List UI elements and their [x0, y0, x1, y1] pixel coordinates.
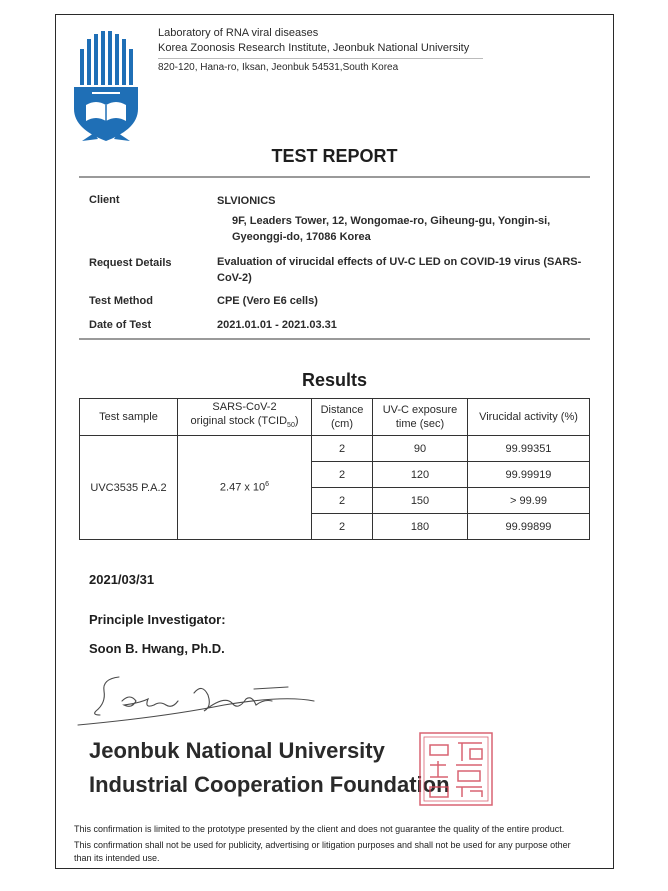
request-line1: Evaluation of virucidal effects of UV-C LED on COVID-19 virus (SARS- [217, 256, 582, 268]
header-stock-line2: original stock (TCID [190, 415, 288, 428]
activity-cell: 99.99351 [468, 436, 590, 462]
results-table [79, 398, 590, 540]
foundation-line1: Jeonbuk National University [89, 738, 385, 763]
client-address-line1: 9F, Leaders Tower, 12, Wongomae-ro, Giheung-gu, Yongin-si, [232, 215, 551, 227]
investigator-name: Soon B. Hwang, Ph.D. [89, 641, 225, 656]
activity-cell: > 99.99 [468, 488, 590, 514]
signature-icon [74, 665, 334, 730]
investigator-role: Principle Investigator: [89, 612, 226, 627]
footer-line3: than its intended use. [74, 853, 160, 863]
time-cell: 180 [373, 514, 468, 540]
header-divider [158, 58, 483, 59]
footer-line1: This confirmation is limited to the prototype presented by the client and does not guarantee the quality of the entire product. [74, 824, 565, 834]
header-stock-end: ) [294, 415, 299, 428]
client-name: SLVIONICS [217, 195, 276, 207]
header-exposure [373, 399, 468, 436]
header-sample: Test sample [80, 399, 178, 436]
foundation-line2: Industrial Cooperation Foundation [89, 772, 450, 797]
stock-base: 2.47 x 10 [219, 481, 266, 494]
method-value: CPE (Vero E6 cells) [217, 295, 318, 307]
header-distance [312, 399, 373, 436]
header-exposure-line1: UV-C exposure [382, 404, 458, 416]
header-stock-sub: 50 [287, 422, 295, 430]
time-cell: 90 [373, 436, 468, 462]
time-cell: 150 [373, 488, 468, 514]
details-divider [79, 338, 590, 340]
sample-cell: UVC3535 P.A.2 [80, 436, 178, 540]
activity-cell: 99.99919 [468, 462, 590, 488]
results-title: Results [301, 370, 368, 390]
table-header-row [80, 399, 590, 436]
request-label: Request Details [89, 257, 172, 269]
activity-cell: 99.99899 [468, 514, 590, 540]
lab-address: 820-120, Hana-ro, Iksan, Jeonbuk 54531,South Korea [158, 62, 399, 73]
signoff-date: 2021/03/31 [89, 572, 155, 587]
report-title: TEST REPORT [271, 146, 398, 166]
distance-cell: 2 [312, 462, 373, 488]
header-distance-line2: (cm) [331, 418, 353, 430]
lab-institute: Korea Zoonosis Research Institute, Jeonbuk National University [158, 42, 470, 54]
footer-line2: This confirmation shall not be used for publicity, advertising or litigation purposes and shall not be used for any purpose other [74, 840, 571, 850]
table-row [80, 436, 590, 462]
request-line2: CoV-2) [217, 272, 252, 284]
date-label: Date of Test [89, 319, 152, 331]
distance-cell: 2 [312, 514, 373, 540]
report-frame [55, 14, 614, 869]
stock-cell [178, 436, 312, 540]
header-exposure-line2: time (sec) [395, 418, 445, 430]
method-label: Test Method [89, 295, 153, 307]
time-cell: 120 [373, 462, 468, 488]
distance-cell: 2 [312, 488, 373, 514]
header-distance-line1: Distance [320, 404, 364, 416]
client-label: Client [89, 194, 120, 206]
header-stock-line1: SARS-CoV-2 [212, 401, 277, 414]
official-seal-icon [418, 731, 494, 807]
header-stock [178, 399, 312, 436]
date-value: 2021.01.01 - 2021.03.31 [217, 319, 337, 331]
university-logo-icon [72, 29, 140, 149]
client-address-line2: Gyeonggi-do, 17086 Korea [232, 231, 371, 243]
distance-cell: 2 [312, 436, 373, 462]
title-divider [79, 176, 590, 178]
lab-name: Laboratory of RNA viral diseases [158, 27, 319, 39]
stock-exponent: 6 [265, 481, 270, 489]
header-activity: Virucidal activity (%) [468, 399, 590, 436]
